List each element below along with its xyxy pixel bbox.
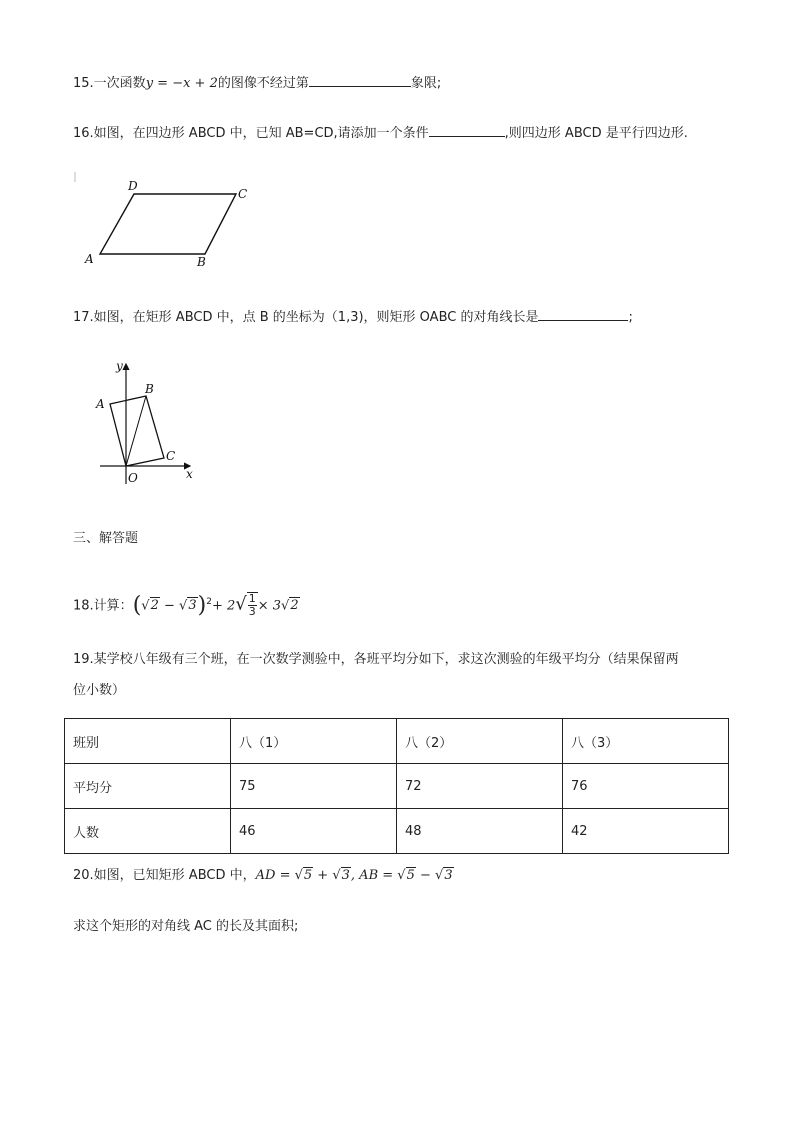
- table-row: [65, 764, 729, 809]
- question-20: 20.如图，已知矩形 ABCD 中，AD = √5 + √3, AB = √5 − √3: [73, 868, 453, 883]
- q18-plus2: + 2: [211, 598, 236, 614]
- q15-suffix: 象限;: [410, 76, 442, 91]
- q19-line-2: 位小数）: [73, 683, 126, 698]
- q18-sqrt2: 2: [150, 598, 159, 614]
- table-row: [65, 809, 729, 854]
- label-C: C: [238, 187, 248, 201]
- table-header-cell: 八（2）: [397, 719, 563, 764]
- table-cell: 75: [231, 764, 397, 809]
- table-cell: 42: [563, 809, 729, 854]
- q18-frac-den: 3: [248, 605, 256, 619]
- q17-answer-blank[interactable]: [538, 306, 628, 321]
- q15-mid: 的图像不经过第: [217, 76, 309, 91]
- q16-answer-blank[interactable]: [429, 122, 505, 137]
- label-C: C: [166, 449, 176, 463]
- q16-suffix: ,则四边形 ABCD 是平行四边形.: [504, 126, 688, 141]
- table-cell: 48: [397, 809, 563, 854]
- q18-frac-num: 1: [248, 592, 256, 606]
- q20-line-2: 求这个矩形的对角线 AC 的长及其面积;: [73, 919, 299, 934]
- label-y: y: [116, 359, 123, 373]
- q20-ad-sqrt5: 5: [303, 868, 313, 883]
- table-cell: 平均分: [65, 764, 231, 809]
- label-O: O: [128, 471, 138, 485]
- question-16: [73, 122, 688, 144]
- q18-prefix: 18.计算：: [73, 598, 133, 614]
- label-x: x: [186, 467, 193, 481]
- q18-sqrt3: 3: [188, 598, 197, 614]
- q18-times3: × 3: [257, 598, 282, 614]
- table-header-cell: 八（1）: [231, 719, 397, 764]
- table-header-cell: 八（3）: [563, 719, 729, 764]
- parallelogram-shape: [100, 194, 236, 254]
- q17-suffix: ;: [628, 310, 633, 325]
- q16-parallelogram-figure: [70, 172, 260, 272]
- table-header-cell: 班别: [65, 719, 231, 764]
- q17-prefix: 17.如图，在矩形 ABCD 中，点 B 的坐标为（1,3)，则矩形 OABC 的对角线长是: [73, 310, 539, 325]
- q19-line-1: 19.某学校八年级有三个班，在一次数学测验中，各班平均分如下，求这次测验的年级平均分（结果保留两: [73, 652, 679, 667]
- table-cell: 46: [231, 809, 397, 854]
- label-A: A: [96, 397, 105, 411]
- q19-table: [64, 718, 729, 854]
- table-header-row: [65, 719, 729, 764]
- question-15: [73, 72, 441, 94]
- label-B: B: [197, 255, 206, 269]
- q15-formula: y = −x + 2: [145, 76, 218, 91]
- q20-ab-sqrt5: 5: [406, 868, 415, 883]
- q20-ab-sqrt3: 3: [444, 868, 453, 883]
- q20-ad-label: AD =: [255, 868, 295, 883]
- label-D: D: [128, 179, 138, 193]
- q16-prefix: 16.如图，在四边形 ABCD 中，已知 AB=CD,请添加一个条件: [73, 126, 429, 141]
- table-cell: 人数: [65, 809, 231, 854]
- q20-ad-sqrt3: 3: [341, 868, 350, 883]
- q20-prefix: 20.如图，已知矩形 ABCD 中，: [73, 868, 256, 883]
- rectangle-OABC: [110, 396, 164, 466]
- q18-exponent: 2: [206, 597, 212, 607]
- q17-coordinate-figure: [88, 358, 218, 490]
- label-A: A: [85, 252, 94, 266]
- q15-answer-blank[interactable]: [309, 72, 411, 87]
- label-B: B: [145, 382, 154, 396]
- q20-ab-label: , AB =: [350, 868, 398, 883]
- question-18: 18.计算：$(√2 - √3)^2+ 2√$ $\frac{1}{3}$ × 3√2: [73, 592, 299, 619]
- table-cell: 76: [563, 764, 729, 809]
- table-cell: 72: [397, 764, 563, 809]
- question-17: [73, 306, 633, 328]
- section-3-title: 三、解答题: [73, 531, 139, 546]
- q20-ad-plus: +: [313, 868, 333, 883]
- q15-prefix: 15.一次函数: [73, 76, 146, 91]
- q18-sqrt2b: 2: [290, 598, 299, 614]
- q20-ab-minus: −: [415, 868, 436, 883]
- diagonal-OB: [126, 396, 146, 466]
